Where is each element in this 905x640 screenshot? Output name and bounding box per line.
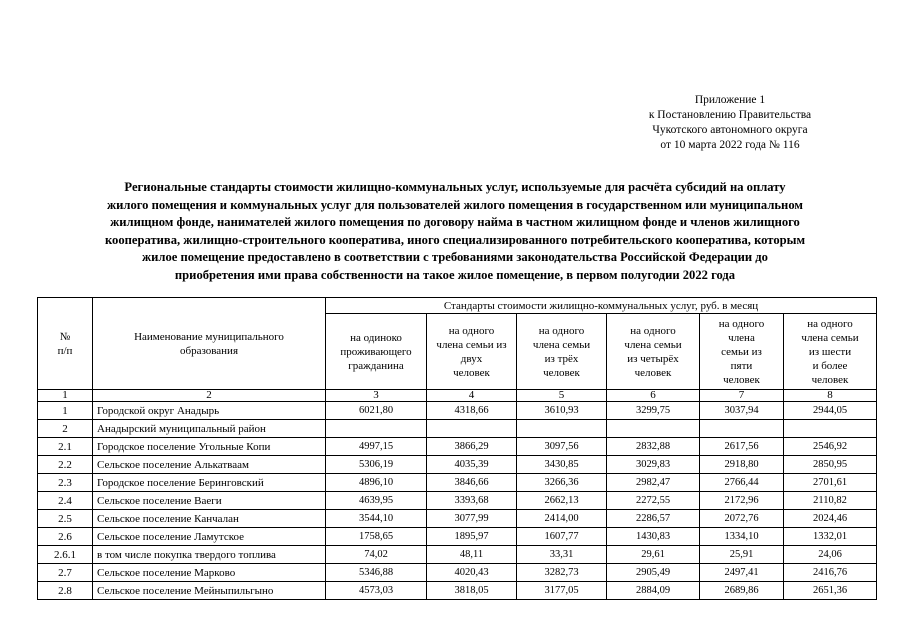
municipality-name: Городское поселение Беринговский: [93, 474, 326, 492]
municipality-name: Сельское поселение Канчалан: [93, 510, 326, 528]
column-number: 3: [326, 390, 427, 402]
standard-value-cell: 4896,10: [326, 474, 427, 492]
row-number: 1: [38, 402, 93, 420]
standard-value-cell: 2918,80: [700, 456, 784, 474]
title-line: приобретения ими права собственности на такое жилое помещение, в первом полугодии 2022 года: [174, 267, 736, 282]
standard-value-cell: 3077,99: [427, 510, 517, 528]
title-line: кооператива, жилищно-строительного кооператива, иного специализированного потребительского кооператива, которым: [104, 232, 806, 247]
table-row: [38, 528, 877, 546]
header-family-size-3: на одного члена семьи из трёх человек: [517, 314, 607, 390]
header-family-size-1: на одиноко проживающего гражданина: [326, 314, 427, 390]
table-row: [38, 456, 877, 474]
title-line: жилищном фонде, нанимателей жилого помещения по договору найма в частном жилищном фонде и членов жилищного: [110, 215, 800, 229]
row-number: 2.6: [38, 528, 93, 546]
standards-table: [37, 297, 877, 600]
municipality-name: Сельское поселение Мейныпильгыно: [93, 582, 326, 600]
row-number: 2.1: [38, 438, 93, 456]
table-row: [38, 438, 877, 456]
standard-value-cell: 2414,00: [517, 510, 607, 528]
column-number: 4: [427, 390, 517, 402]
standard-value-cell: 48,11: [427, 546, 517, 564]
standard-value-cell: 4035,39: [427, 456, 517, 474]
header-family-size-4: на одного члена семьи из четырёх человек: [607, 314, 700, 390]
standard-value-cell: 3393,68: [427, 492, 517, 510]
row-number: 2.8: [38, 582, 93, 600]
standard-value-cell: 2416,76: [784, 564, 877, 582]
standard-value-cell: 2072,76: [700, 510, 784, 528]
standard-value-cell: 2905,49: [607, 564, 700, 582]
row-number: 2.7: [38, 564, 93, 582]
header-family-size-6: на одного члена семьи из шести и более человек: [784, 314, 877, 390]
standard-value-cell: 3430,85: [517, 456, 607, 474]
standard-value-cell: 2651,36: [784, 582, 877, 600]
standard-value-cell: 5346,88: [326, 564, 427, 582]
standard-value-cell: 29,61: [607, 546, 700, 564]
standard-value-cell: [517, 420, 607, 438]
standard-value-cell: 2884,09: [607, 582, 700, 600]
standard-value-cell: 2766,44: [700, 474, 784, 492]
standard-value-cell: 2172,96: [700, 492, 784, 510]
table-row: [38, 546, 877, 564]
row-number: 2.4: [38, 492, 93, 510]
row-number: 2.2: [38, 456, 93, 474]
standard-value-cell: 3282,73: [517, 564, 607, 582]
standard-value-cell: 1607,77: [517, 528, 607, 546]
standard-value-cell: 3544,10: [326, 510, 427, 528]
table-row: [38, 402, 877, 420]
table-row: [38, 474, 877, 492]
table-row: [38, 420, 877, 438]
standard-value-cell: 2546,92: [784, 438, 877, 456]
standard-value-cell: 6021,80: [326, 402, 427, 420]
row-number: 2.5: [38, 510, 93, 528]
column-number: 2: [93, 390, 326, 402]
standard-value-cell: 5306,19: [326, 456, 427, 474]
standard-value-cell: [326, 420, 427, 438]
appendix-block: [620, 93, 840, 153]
table-row: [38, 510, 877, 528]
standard-value-cell: 3299,75: [607, 402, 700, 420]
row-number: 2.6.1: [38, 546, 93, 564]
row-number: 2.3: [38, 474, 93, 492]
municipality-name: Городское поселение Угольные Копи: [93, 438, 326, 456]
standard-value-cell: 3610,93: [517, 402, 607, 420]
standard-value-cell: 2832,88: [607, 438, 700, 456]
municipality-name: в том числе покупка твердого топлива: [93, 546, 326, 564]
standard-value-cell: [427, 420, 517, 438]
standard-value-cell: 2662,13: [517, 492, 607, 510]
row-number: 2: [38, 420, 93, 438]
header-family-size-5: на одного члена семьи из пяти человек: [700, 314, 784, 390]
standard-value-cell: 4318,66: [427, 402, 517, 420]
appendix-line: от 10 марта 2022 года № 116: [660, 139, 800, 151]
standard-value-cell: 4020,43: [427, 564, 517, 582]
column-number: 5: [517, 390, 607, 402]
standard-value-cell: 24,06: [784, 546, 877, 564]
standard-value-cell: 2944,05: [784, 402, 877, 420]
appendix-line: Чукотского автономного округа: [652, 124, 808, 136]
title-line: жилое помещение предоставлено в соответствии с требованиями законодательства Российской Федерации до: [142, 250, 768, 264]
standard-value-cell: 2497,41: [700, 564, 784, 582]
standard-value-cell: 3029,83: [607, 456, 700, 474]
document-title: [45, 179, 865, 284]
standard-value-cell: 2701,61: [784, 474, 877, 492]
standard-value-cell: 25,91: [700, 546, 784, 564]
column-number: 8: [784, 390, 877, 402]
standard-value-cell: 3866,29: [427, 438, 517, 456]
header-standards-group: Стандарты стоимости жилищно-коммунальных услуг, руб. в месяц: [326, 298, 877, 314]
standard-value-cell: 1758,65: [326, 528, 427, 546]
standard-value-cell: [784, 420, 877, 438]
standard-value-cell: 3037,94: [700, 402, 784, 420]
table-row: [38, 582, 877, 600]
header-row-number: № п/п: [38, 298, 93, 390]
table-row: [38, 492, 877, 510]
standard-value-cell: 2286,57: [607, 510, 700, 528]
standard-value-cell: 1430,83: [607, 528, 700, 546]
standard-value-cell: 74,02: [326, 546, 427, 564]
standard-value-cell: 2850,95: [784, 456, 877, 474]
column-number: 7: [700, 390, 784, 402]
header-municipality: Наименование муниципального образования: [93, 298, 326, 390]
standard-value-cell: 33,31: [517, 546, 607, 564]
standard-value-cell: [607, 420, 700, 438]
municipality-name: Анадырский муниципальный район: [93, 420, 326, 438]
standard-value-cell: 4639,95: [326, 492, 427, 510]
municipality-name: Сельское поселение Алькатваам: [93, 456, 326, 474]
standard-value-cell: 2024,46: [784, 510, 877, 528]
appendix-line: к Постановлению Правительства: [648, 109, 812, 121]
column-number: 1: [38, 390, 93, 402]
standard-value-cell: 2272,55: [607, 492, 700, 510]
standard-value-cell: [700, 420, 784, 438]
standard-value-cell: 2689,86: [700, 582, 784, 600]
title-line: Региональные стандарты стоимости жилищно-коммунальных услуг, используемые для расчёта субсидий на оплату: [124, 180, 786, 194]
standard-value-cell: 1332,01: [784, 528, 877, 546]
standard-value-cell: 2110,82: [784, 492, 877, 510]
standard-value-cell: 3846,66: [427, 474, 517, 492]
standard-value-cell: 3818,05: [427, 582, 517, 600]
municipality-name: Сельское поселение Марково: [93, 564, 326, 582]
header-family-size-2: на одного члена семьи из двух человек: [427, 314, 517, 390]
standard-value-cell: 4997,15: [326, 438, 427, 456]
standard-value-cell: 3097,56: [517, 438, 607, 456]
municipality-name: Сельское поселение Ваеги: [93, 492, 326, 510]
standard-value-cell: 3266,36: [517, 474, 607, 492]
municipality-name: Городской округ Анадырь: [93, 402, 326, 420]
standard-value-cell: 2982,47: [607, 474, 700, 492]
column-number: 6: [607, 390, 700, 402]
table-row: [38, 564, 877, 582]
title-line: жилого помещения и коммунальных услуг для пользователей жилого помещения в государственном или муниципальном: [107, 197, 803, 212]
municipality-name: Сельское поселение Ламутское: [93, 528, 326, 546]
standard-value-cell: 1895,97: [427, 528, 517, 546]
standard-value-cell: 2617,56: [700, 438, 784, 456]
appendix-line: Приложение 1: [694, 94, 766, 106]
standard-value-cell: 3177,05: [517, 582, 607, 600]
standard-value-cell: 4573,03: [326, 582, 427, 600]
standard-value-cell: 1334,10: [700, 528, 784, 546]
